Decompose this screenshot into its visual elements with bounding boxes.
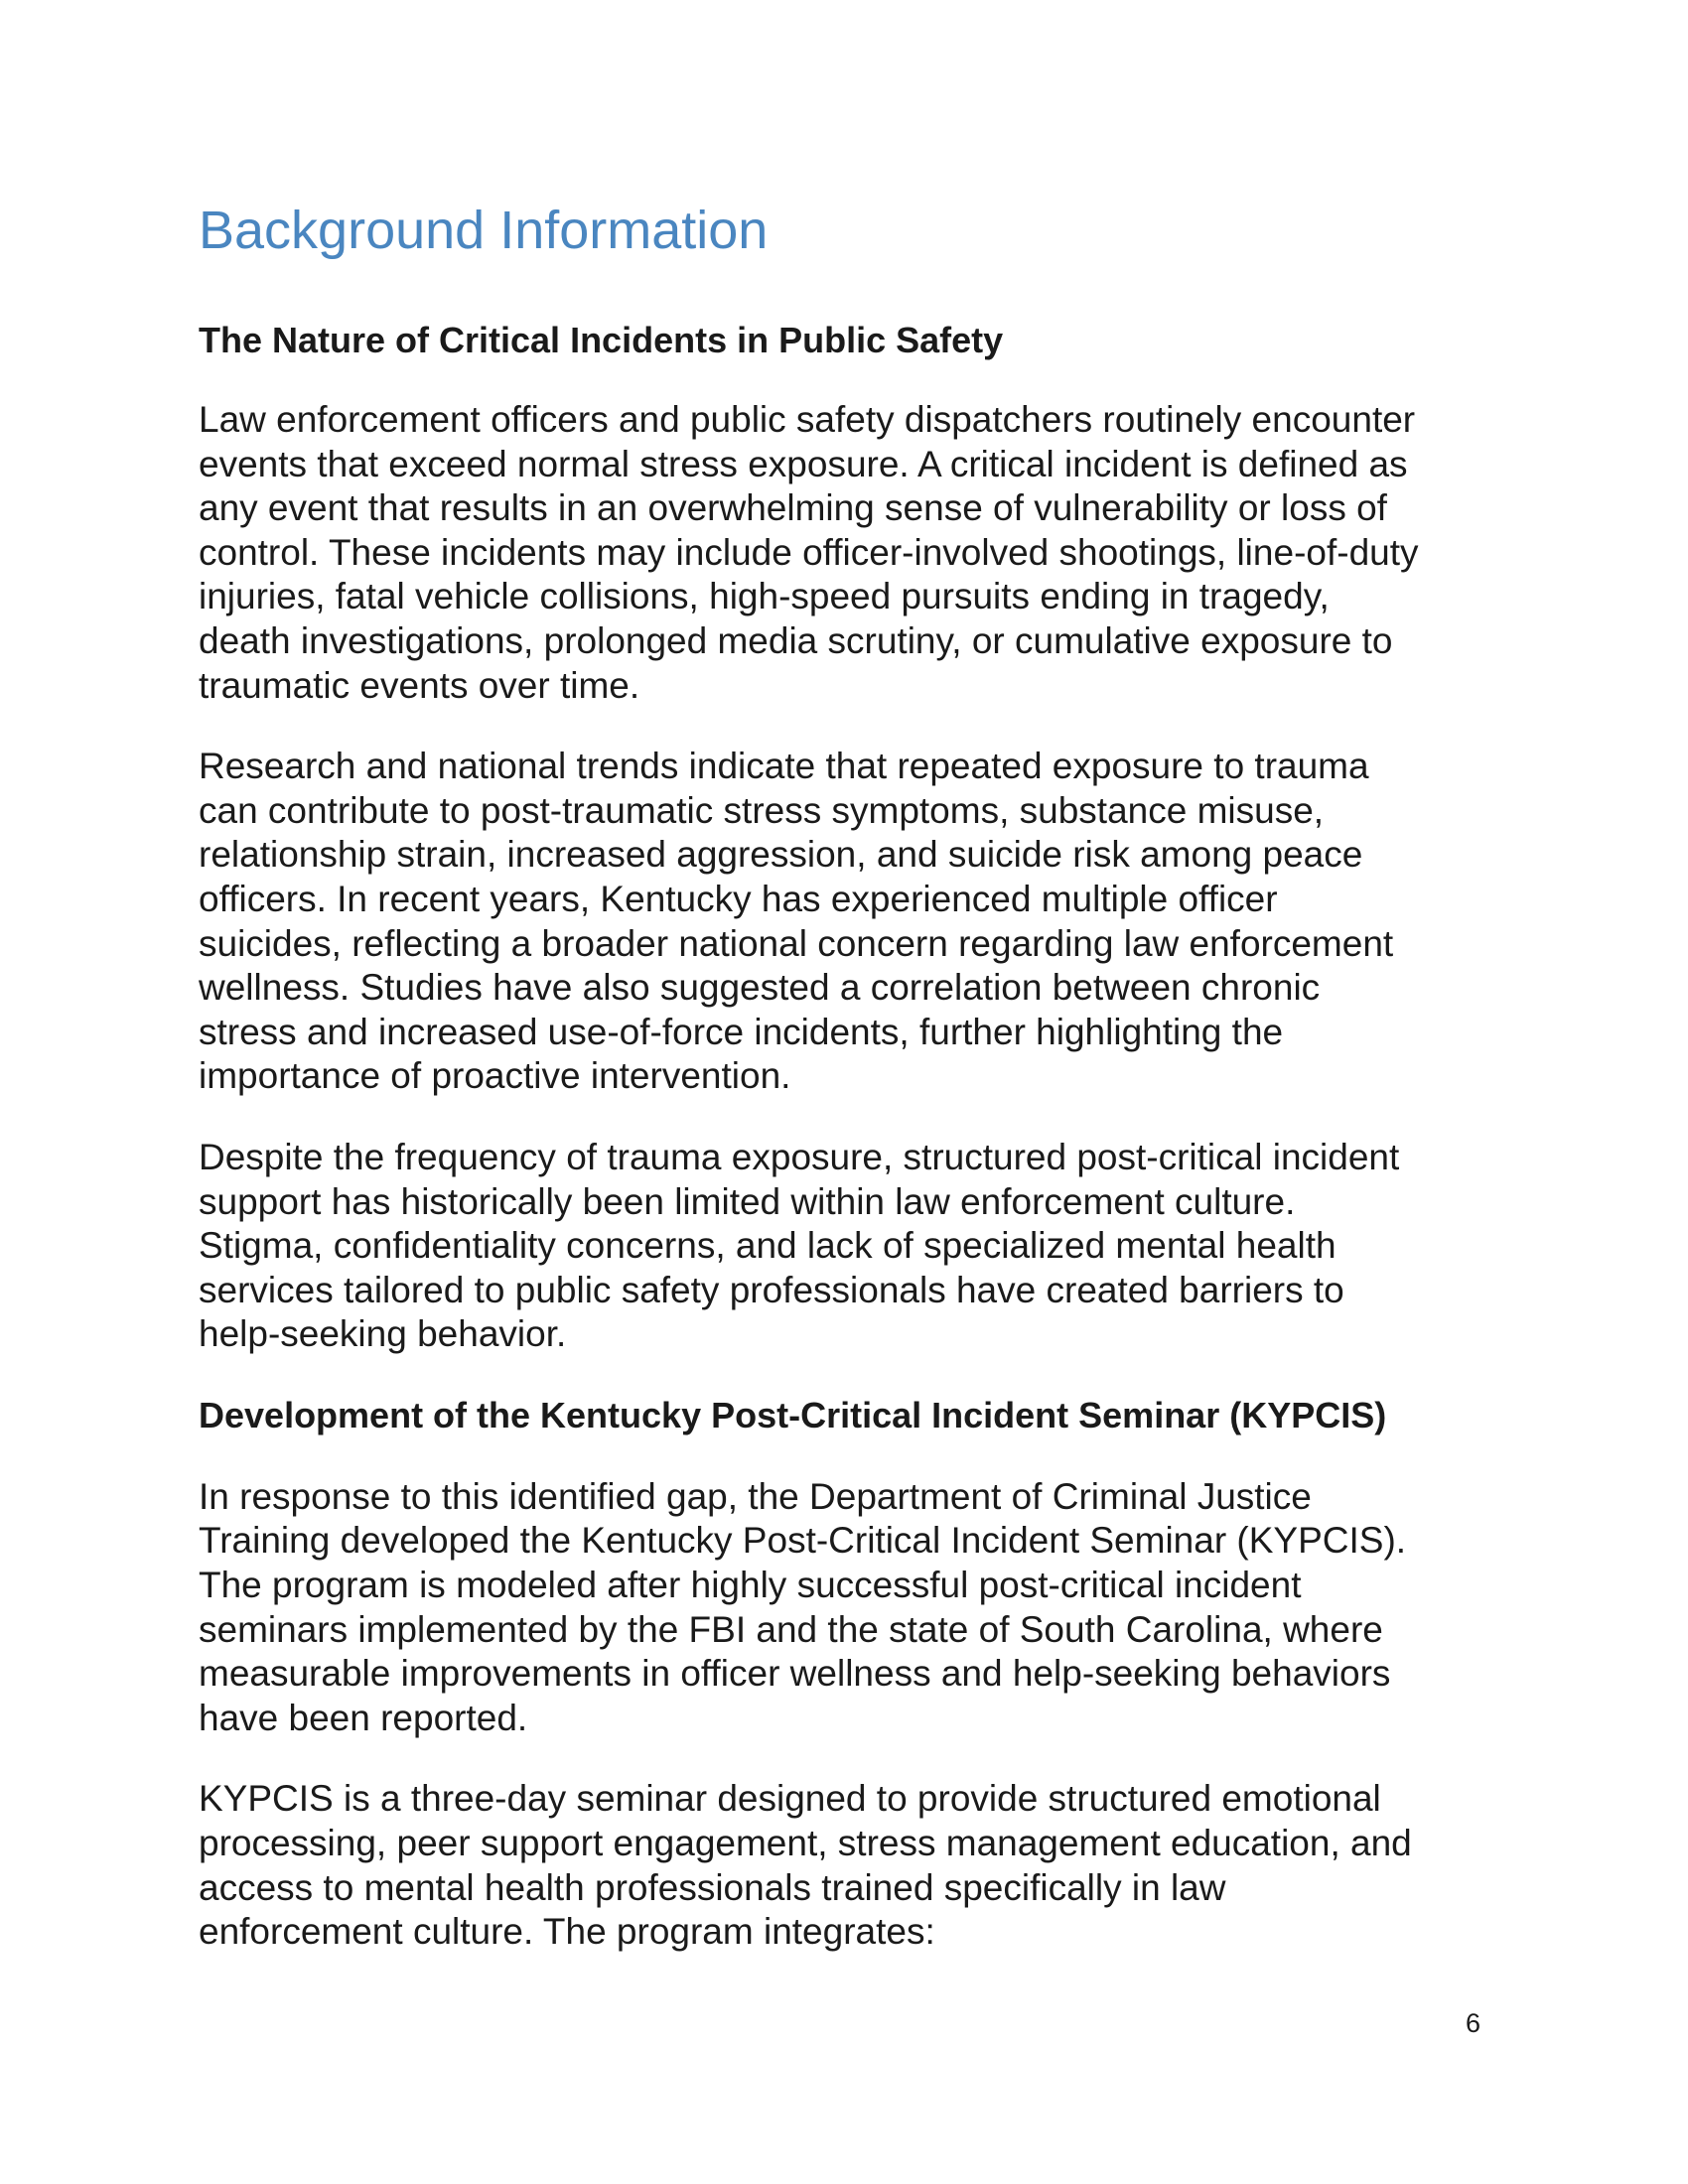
- text-line: events that exceed normal stress exposure. A critical incident is defined as: [199, 443, 1408, 484]
- text-line: processing, peer support engagement, stress management education, and: [199, 1823, 1412, 1864]
- text-line: injuries, fatal vehicle collisions, high-speed pursuits ending in tragedy,: [199, 576, 1330, 617]
- paragraph: [199, 1475, 1489, 1741]
- text-line: can contribute to post-traumatic stress symptoms, substance misuse,: [199, 789, 1325, 831]
- text-line: enforcement culture. The program integrates:: [199, 1911, 935, 1953]
- page-number: 6: [1466, 2008, 1481, 2038]
- text-line: support has historically been limited within law enforcement culture.: [199, 1180, 1296, 1222]
- text-line: seminars implemented by the FBI and the state of South Carolina, where: [199, 1608, 1383, 1650]
- text-line: traumatic events over time.: [199, 664, 640, 706]
- text-line: suicides, reflecting a broader national concern regarding law enforcement: [199, 922, 1394, 964]
- section-heading: The Nature of Critical Incidents in Public Safety: [199, 320, 1004, 360]
- text-line: stress and increased use-of-force incidents, further highlighting the: [199, 1011, 1284, 1052]
- paragraph: [199, 1136, 1489, 1357]
- page-title: Background Information: [199, 201, 769, 260]
- paragraph: [199, 398, 1489, 708]
- text-line: importance of proactive intervention.: [199, 1055, 791, 1097]
- text-line: wellness. Studies have also suggested a correlation between chronic: [199, 967, 1321, 1009]
- text-line: Law enforcement officers and public safety dispatchers routinely encounter: [199, 399, 1416, 440]
- text-line: access to mental health professionals trained specifically in law: [199, 1866, 1226, 1908]
- text-line: Training developed the Kentucky Post-Critical Incident Seminar (KYPCIS).: [199, 1520, 1407, 1562]
- text-line: KYPCIS is a three-day seminar designed to provide structured emotional: [199, 1778, 1381, 1820]
- text-line: death investigations, prolonged media scrutiny, or cumulative exposure to: [199, 619, 1393, 661]
- text-line: have been reported.: [199, 1697, 528, 1738]
- text-line: Stigma, confidentiality concerns, and lack of specialized mental health: [199, 1225, 1336, 1267]
- page-content: [199, 191, 1489, 1955]
- paragraph: [199, 1777, 1489, 1954]
- text-line: relationship strain, increased aggression, and suicide risk among peace: [199, 834, 1363, 876]
- text-line: In response to this identified gap, the Department of Criminal Justice: [199, 1475, 1312, 1517]
- text-line: services tailored to public safety professionals have created barriers to: [199, 1269, 1344, 1310]
- paragraph: [199, 745, 1489, 1099]
- text-line: officers. In recent years, Kentucky has experienced multiple officer: [199, 878, 1278, 919]
- text-line: control. These incidents may include officer-involved shootings, line-of-duty: [199, 531, 1419, 573]
- text-line: any event that results in an overwhelming sense of vulnerability or loss of: [199, 487, 1387, 529]
- text-line: Research and national trends indicate that repeated exposure to trauma: [199, 746, 1369, 787]
- text-line: Despite the frequency of trauma exposure, structured post-critical incident: [199, 1136, 1400, 1177]
- section-heading: Development of the Kentucky Post-Critical Incident Seminar (KYPCIS): [199, 1394, 1387, 1435]
- text-line: measurable improvements in officer wellness and help-seeking behaviors: [199, 1653, 1391, 1695]
- text-line: help-seeking behavior.: [199, 1313, 567, 1355]
- text-line: The program is modeled after highly successful post-critical incident: [199, 1565, 1302, 1606]
